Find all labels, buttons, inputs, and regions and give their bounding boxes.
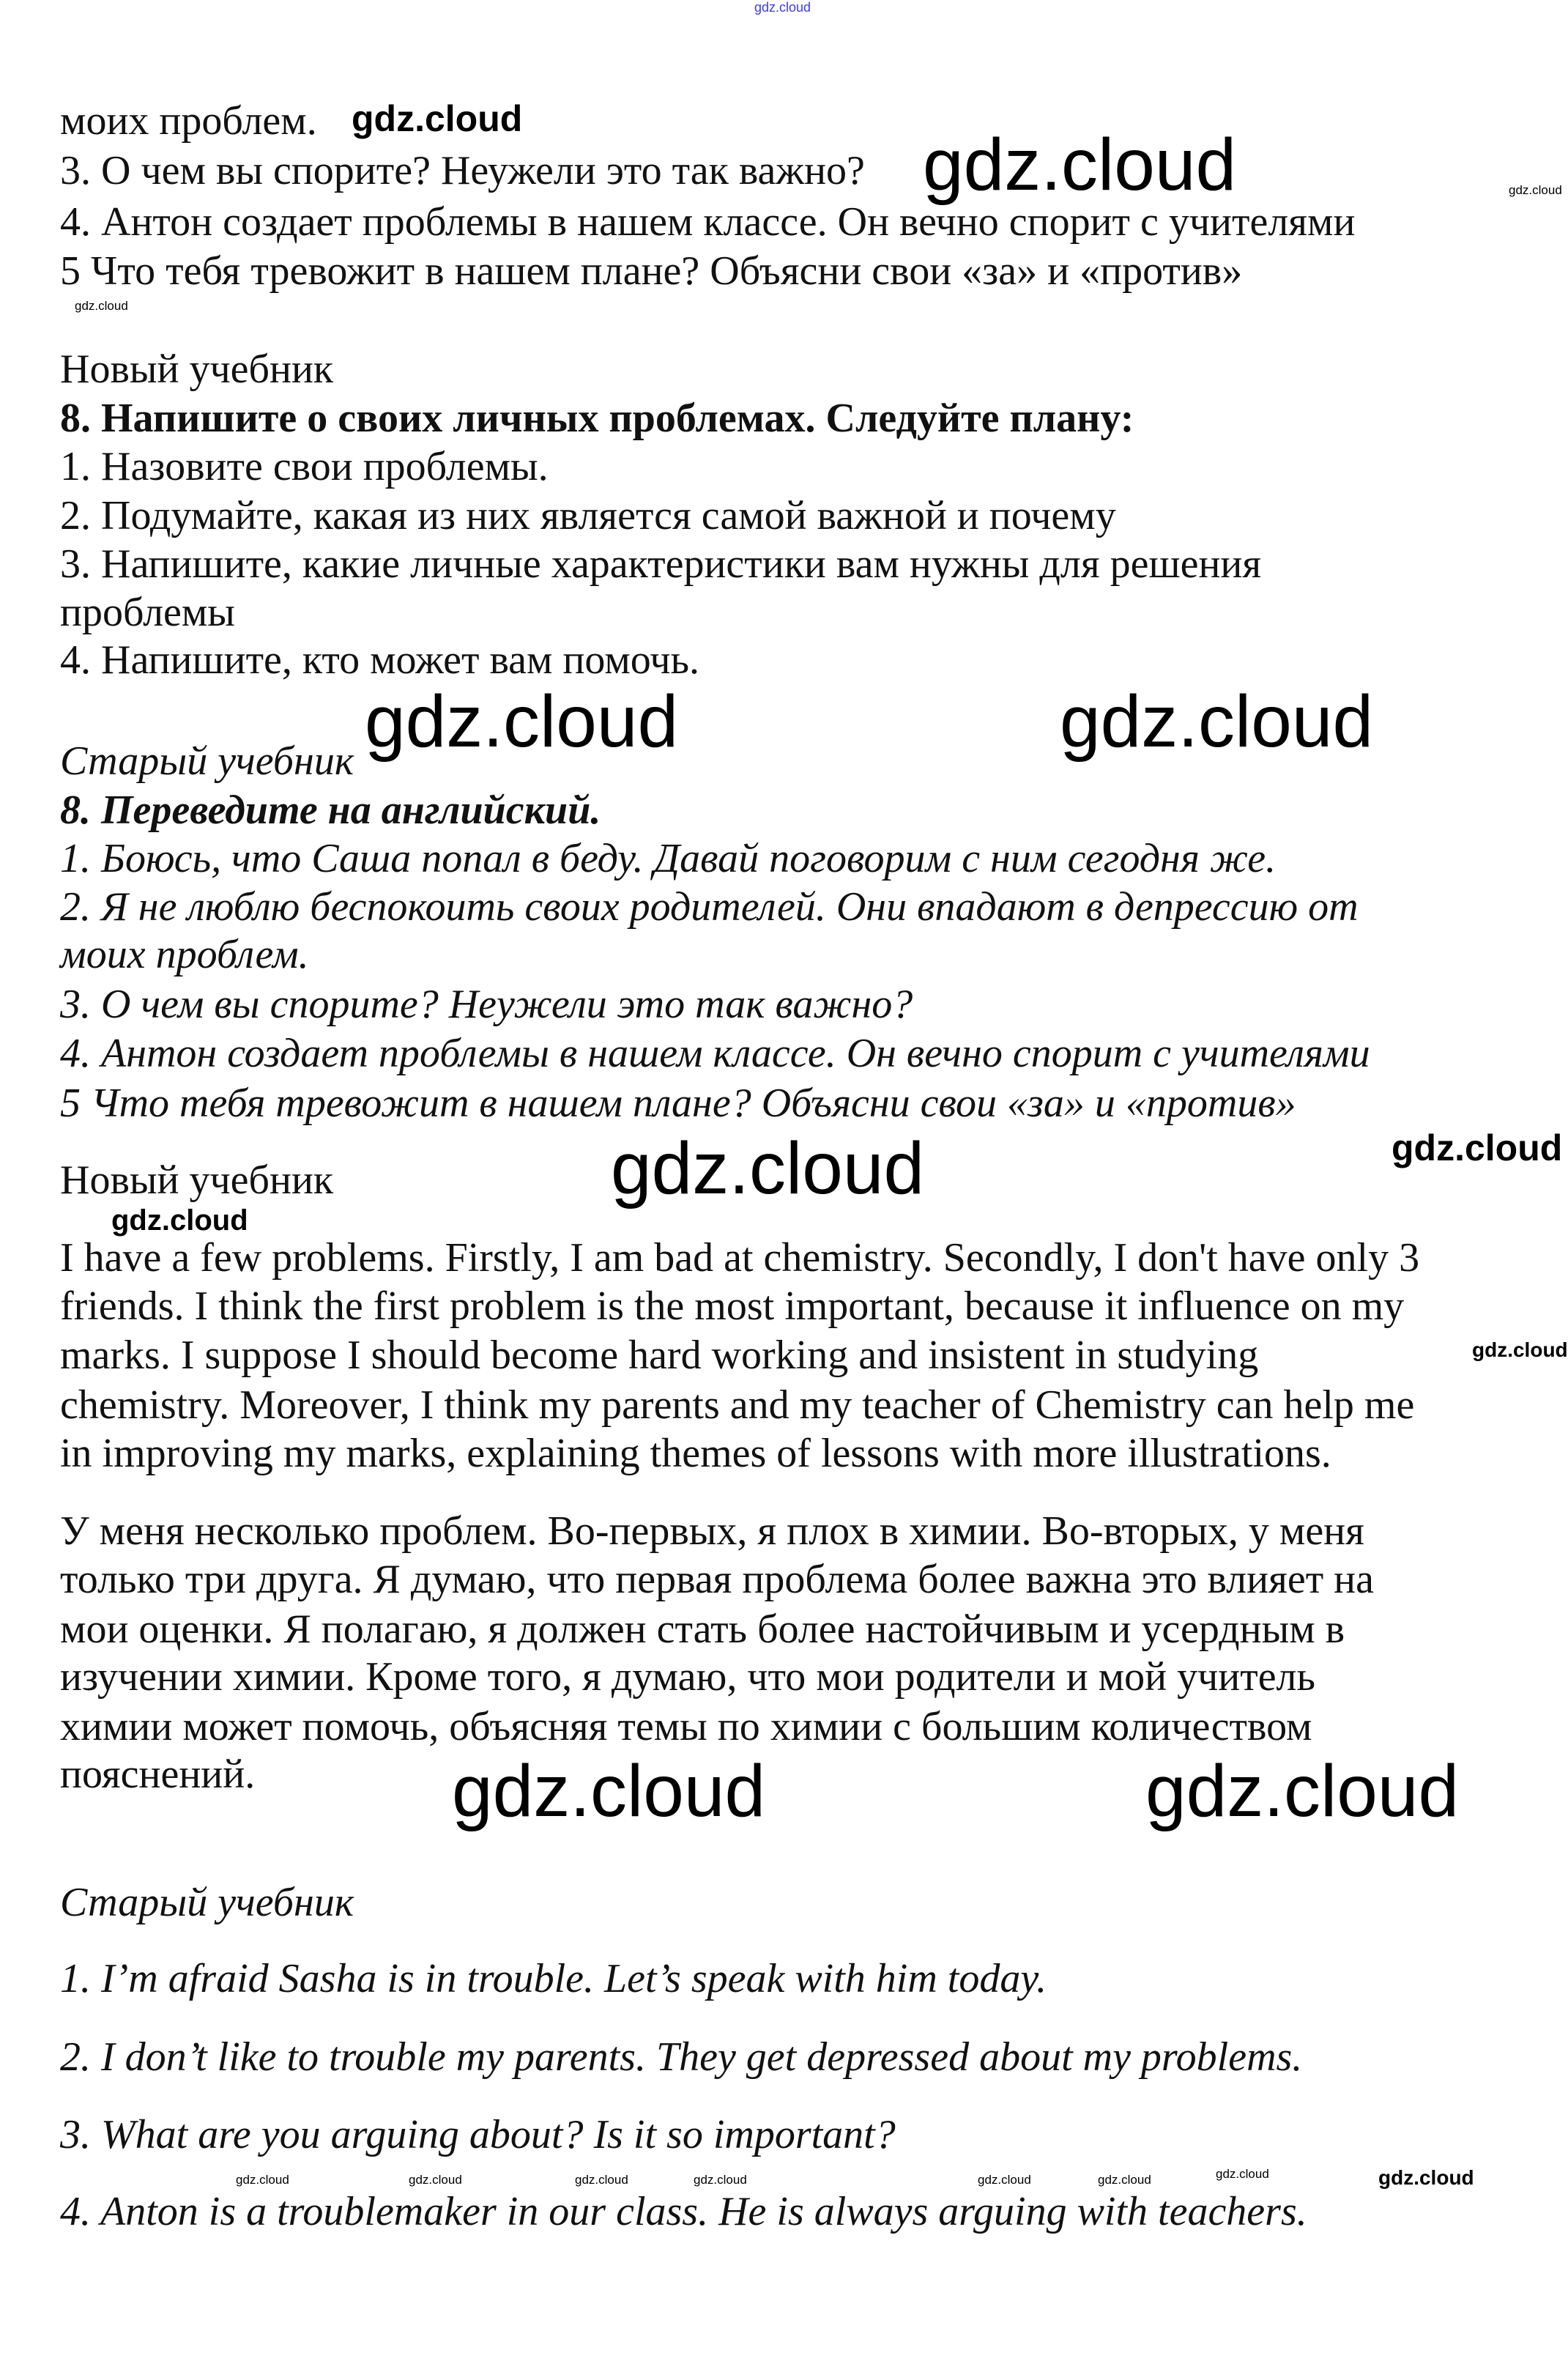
text-line: 5 Что тебя тревожит в нашем плане? Объясни свои «за» и «против» (60, 1081, 1296, 1126)
watermark: gdz.cloud (1391, 1127, 1563, 1168)
task-heading: 8. Напишите о своих личных проблемах. Следуйте плану: (60, 396, 1134, 441)
text-line: 3. What are you arguing about? Is it so important? (60, 2112, 896, 2157)
text-line: 1. Назовите свои проблемы. (60, 444, 549, 489)
section-heading: Новый учебник (60, 1157, 334, 1203)
watermark: gdz.cloud (923, 124, 1237, 206)
text-line: моих проблем. (60, 98, 317, 144)
text-line: 1. Боюсь, что Саша попал в беду. Давай поговорим с ним сегодня же. (60, 836, 1277, 881)
watermark: gdz.cloud (1472, 1338, 1568, 1361)
section-heading: Старый учебник (60, 738, 354, 784)
text-line: только три друга. Я думаю, что первая проблема более важна это влияет на (60, 1557, 1374, 1602)
text-line: 5 Что тебя тревожит в нашем плане? Объясни свои «за» и «против» (60, 248, 1243, 294)
watermark: gdz.cloud (575, 2173, 628, 2187)
text-line: У меня несколько проблем. Во-первых, я плох в химии. Во-вторых, у меня (60, 1508, 1364, 1554)
text-line: химии может помочь, объясняя темы по химии с большим количеством (60, 1704, 1312, 1749)
watermark: gdz.cloud (1509, 183, 1562, 197)
text-line: мои оценки. Я полагаю, я должен стать более настойчивым и усердным в (60, 1607, 1345, 1652)
text-line: 4. Антон создает проблемы в нашем классе. Он вечно спорит с учителями (60, 1031, 1370, 1076)
text-line: marks. I suppose I should become hard working and insistent in studying (60, 1333, 1259, 1378)
watermark-top: gdz.cloud (754, 0, 811, 15)
text-line: 4. Напишите, кто может вам помочь. (60, 637, 700, 683)
watermark: gdz.cloud (409, 2173, 462, 2187)
text-line: 3. Напишите, какие личные характеристики вам нужны для решения (60, 541, 1262, 587)
text-line: 3. О чем вы спорите? Неужели это так важно? (60, 148, 865, 193)
text-line: проблемы (60, 590, 235, 635)
watermark: gdz.cloud (1378, 2166, 1474, 2189)
watermark: gdz.cloud (611, 1127, 925, 1209)
text-line: 4. Антон создает проблемы в нашем классе. Он вечно спорит с учителями (60, 199, 1356, 245)
task-heading: 8. Переведите на английский. (60, 788, 601, 833)
text-line: 1. I’m afraid Sasha is in trouble. Let’s speak with him today. (60, 1956, 1047, 2001)
text-line: 2. I don’t like to trouble my parents. They get depressed about my problems. (60, 2034, 1303, 2080)
text-line: моих проблем. (60, 932, 309, 977)
watermark: gdz.cloud (352, 98, 523, 139)
text-line: I have a few problems. Firstly, I am bad at chemistry. Secondly, I don't have only 3 (60, 1235, 1420, 1281)
text-line: 2. Подумайте, какая из них является самой важной и почему (60, 493, 1116, 538)
watermark: gdz.cloud (1216, 2167, 1269, 2181)
watermark: gdz.cloud (1145, 1750, 1460, 1832)
watermark: gdz.cloud (1098, 2173, 1151, 2187)
text-line: 3. О чем вы спорите? Неужели это так важно? (60, 982, 913, 1027)
watermark: gdz.cloud (452, 1750, 766, 1832)
text-line: пояснений. (60, 1752, 256, 1797)
watermark: gdz.cloud (1060, 681, 1374, 763)
watermark: gdz.cloud (75, 299, 128, 313)
watermark: gdz.cloud (111, 1204, 248, 1237)
text-line: in improving my marks, explaining themes of lessons with more illustrations. (60, 1431, 1331, 1476)
watermark: gdz.cloud (694, 2173, 747, 2187)
section-heading: Новый учебник (60, 347, 334, 392)
text-line: 2. Я не люблю беспокоить своих родителей. Они впадают в депрессию от (60, 884, 1359, 930)
text-line: изучении химии. Кроме того, я думаю, что мои родители и мой учитель (60, 1654, 1316, 1700)
text-line: friends. I think the first problem is the most important, because it influence on my (60, 1283, 1405, 1329)
watermark: gdz.cloud (978, 2173, 1031, 2187)
watermark: gdz.cloud (365, 681, 679, 763)
text-line: chemistry. Moreover, I think my parents and my teacher of Chemistry can help me (60, 1382, 1415, 1428)
text-line: 4. Anton is a troublemaker in our class. He is always arguing with teachers. (60, 2189, 1307, 2234)
watermark: gdz.cloud (236, 2173, 289, 2187)
section-heading: Старый учебник (60, 1880, 354, 1925)
